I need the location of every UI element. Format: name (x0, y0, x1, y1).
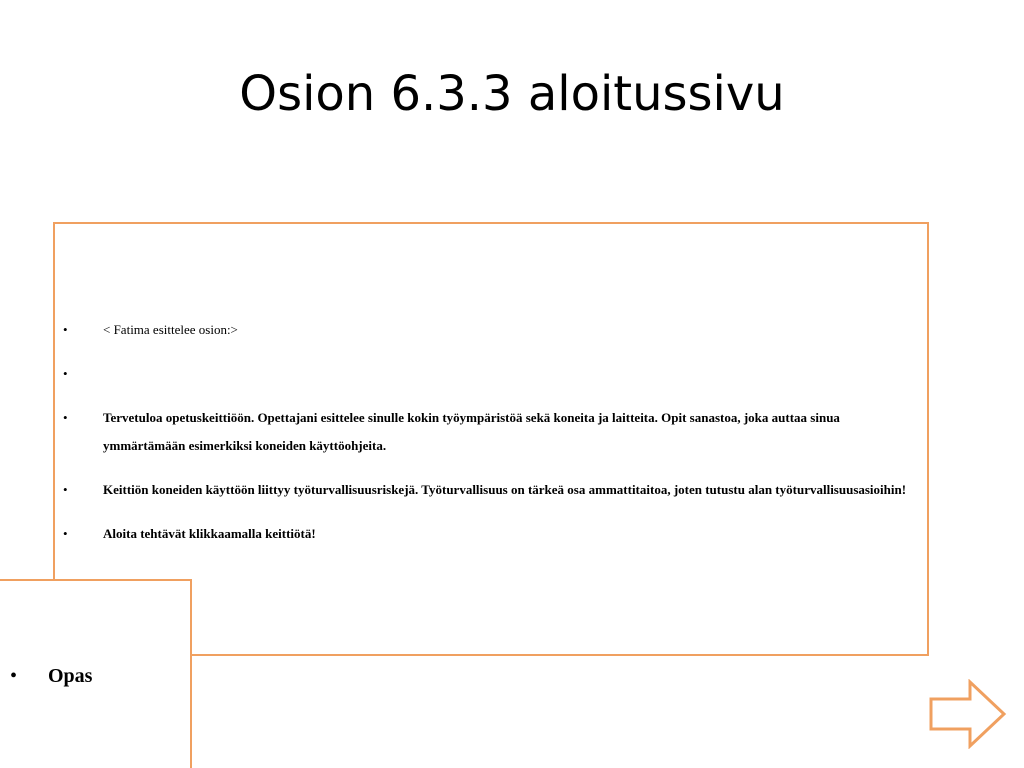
list-item (55, 476, 931, 504)
list-item (55, 404, 931, 460)
bullet-icon: • (63, 482, 68, 497)
guide-label: Opas (48, 665, 93, 687)
list-item-text: Keittiön koneiden käyttöön liittyy työturvallisuusriskejä. Työturvallisuus on tärkeä osa ammattitaitoa, joten tutustu alan työturvallisuusasioihin! (103, 482, 907, 497)
guide-panel[interactable] (0, 579, 192, 768)
bullet-icon: • (63, 410, 68, 425)
list-item (55, 360, 931, 388)
page-title: Osion 6.3.3 aloitussivu (239, 66, 785, 122)
list-item-text: Aloita tehtävät klikkaamalla keittiötä! (103, 526, 316, 541)
intro-bullet-list (55, 316, 931, 564)
bullet-icon: • (10, 665, 18, 687)
right-arrow-icon (928, 679, 1008, 749)
guide-item[interactable] (10, 665, 92, 688)
list-item (55, 316, 931, 344)
bullet-icon: • (63, 366, 68, 381)
list-item (55, 520, 931, 548)
list-item-text: Tervetuloa opetuskeittiöön. Opettajani esittelee sinulle kokin työympäristöä sekä koneita ja laitteita. Opit sanastoa, joka auttaa sinua ymmärtämään esimerkiksi koneiden käyttöohjeita. (103, 410, 840, 453)
bullet-icon: • (63, 526, 68, 541)
bullet-icon: • (63, 322, 68, 337)
next-button[interactable] (928, 679, 1008, 749)
list-item-text: < Fatima esittelee osion:> (103, 322, 238, 337)
